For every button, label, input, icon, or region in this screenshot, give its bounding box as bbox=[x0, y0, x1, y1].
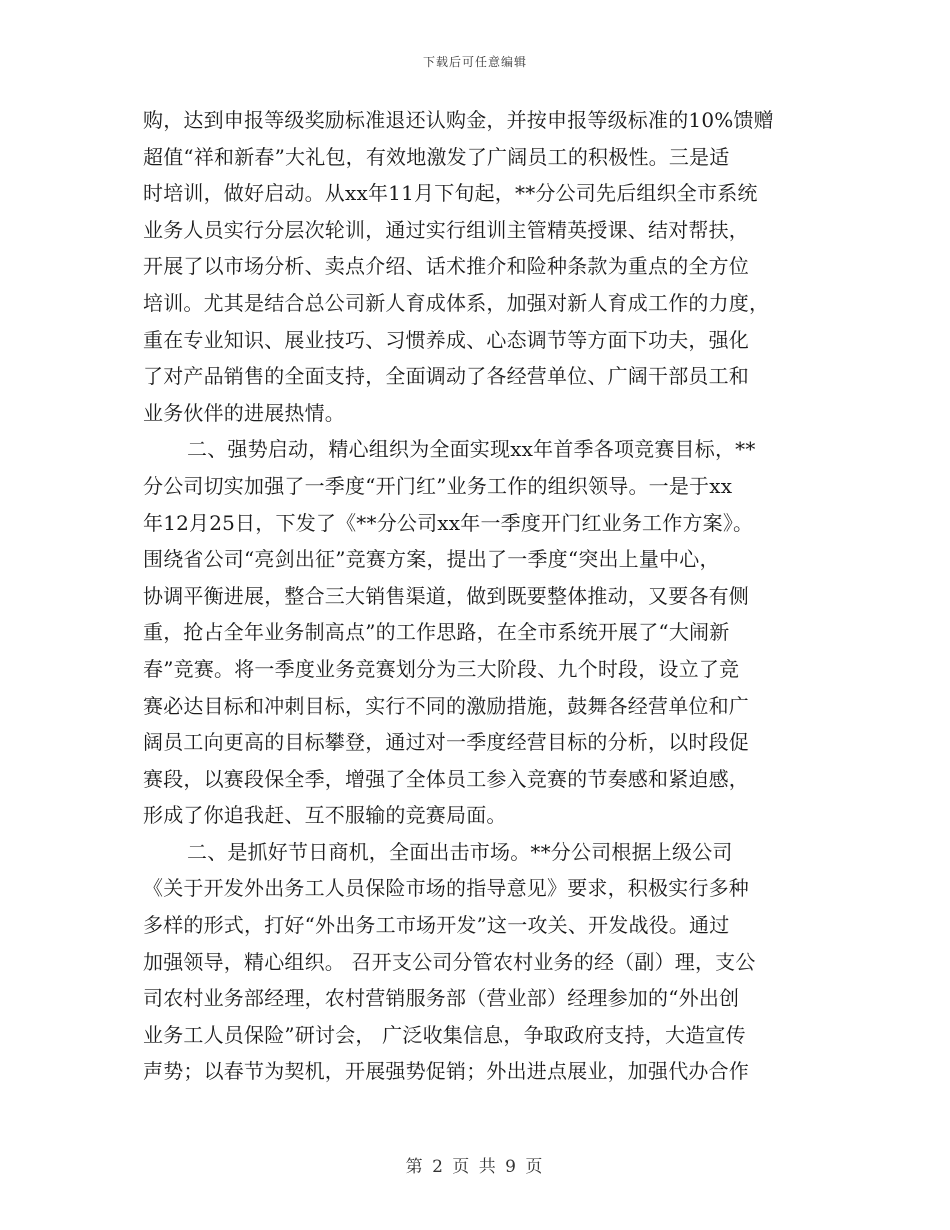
text-line: 购，达到申报等级奖励标准退还认购金，并按申报等级标准的10%馈赠 bbox=[143, 108, 774, 132]
text-line: 形成了你追我赶、互不服输的竞赛局面。 bbox=[143, 803, 507, 828]
text-line: 春”竞赛。将一季度业务竞赛划分为三大阶段、九个时段，设立了竞 bbox=[143, 656, 740, 681]
text-line: 围绕省公司“亮剑出征”竞赛方案，提出了一季度“突出上量中心， bbox=[143, 547, 720, 572]
text-line: 阔员工向更高的目标攀登，通过对一季度经营目标的分析，以时段促 bbox=[143, 730, 749, 755]
text-line: 培训。尤其是结合总公司新人育成体系，加强对新人育成工作的力度， bbox=[143, 290, 770, 315]
paragraph-start-line: 二、强势启动，精心组织为全面实现xx年首季各项竞赛目标，** bbox=[187, 437, 756, 462]
text-line: 业务伙伴的进展热情。 bbox=[143, 400, 345, 425]
text-line: 重在专业知识、展业技巧、习惯养成、心态调节等方面下功夫，强化 bbox=[143, 327, 749, 352]
text-line: 司农村业务部经理，农村营销服务部（营业部）经理参加的“外出创 bbox=[143, 986, 740, 1011]
text-line: 重，抢占全年业务制高点”的工作思路，在全市系统开展了“大闹新 bbox=[143, 620, 730, 645]
text-line: 超值“祥和新春”大礼包，有效地激发了广阔员工的积极性。三是适 bbox=[143, 144, 730, 169]
text-line: 分公司切实加强了一季度“开门红”业务工作的组织领导。一是于xx bbox=[143, 473, 733, 498]
text-line: 协调平衡进展，整合三大销售渠道，做到既要整体推动，又要各有侧 bbox=[143, 583, 749, 608]
text-line: 开展了以市场分析、卖点介绍、话术推介和险种条款为重点的全方位 bbox=[143, 254, 749, 279]
text-line: 声势；以春节为契机，开展强势促销；外出进点展业，加强代办合作 bbox=[143, 1059, 749, 1084]
document-body bbox=[143, 102, 813, 1090]
text-line: 赛段，以赛段保全季，增强了全体员工参入竞赛的节奏感和紧迫感， bbox=[143, 766, 749, 791]
text-line: 赛必达目标和冲刺目标，实行不同的激励措施，鼓舞各经营单位和广 bbox=[143, 693, 749, 718]
text-line: 加强领导，精心组织。 召开支公司分管农村业务的经（副）理，支公 bbox=[143, 949, 756, 974]
text-line: 业务人员实行分层次轮训，通过实行组训主管精英授课、结对帮扶， bbox=[143, 217, 749, 242]
text-line: 了对产品销售的全面支持，全面调动了各经营单位、广阔干部员工和 bbox=[143, 364, 749, 389]
text-line: 时培训，做好启动。从xx年11月下旬起，**分公司先后组织全市系统 bbox=[143, 181, 758, 206]
page-header: 下载后可任意编辑 bbox=[422, 55, 527, 69]
text-line: 业务工人员保险”研讨会， 广泛收集信息，争取政府支持，大造宣传 bbox=[143, 1022, 746, 1047]
text-line: 多样的形式，打好“外出务工市场开发”这一攻关、开发战役。通过 bbox=[143, 913, 730, 938]
text-line: 《关于开发外出务工人员保险市场的指导意见》要求，积极实行多种 bbox=[143, 876, 749, 901]
paragraph-start-line: 二、是抓好节日商机，全面出击市场。**分公司根据上级公司 bbox=[187, 839, 733, 864]
text-line: 年12月25日，下发了《**分公司xx年一季度开门红业务工作方案》。 bbox=[143, 510, 754, 535]
page-footer: 第 2 页 共 9 页 bbox=[405, 1157, 545, 1177]
